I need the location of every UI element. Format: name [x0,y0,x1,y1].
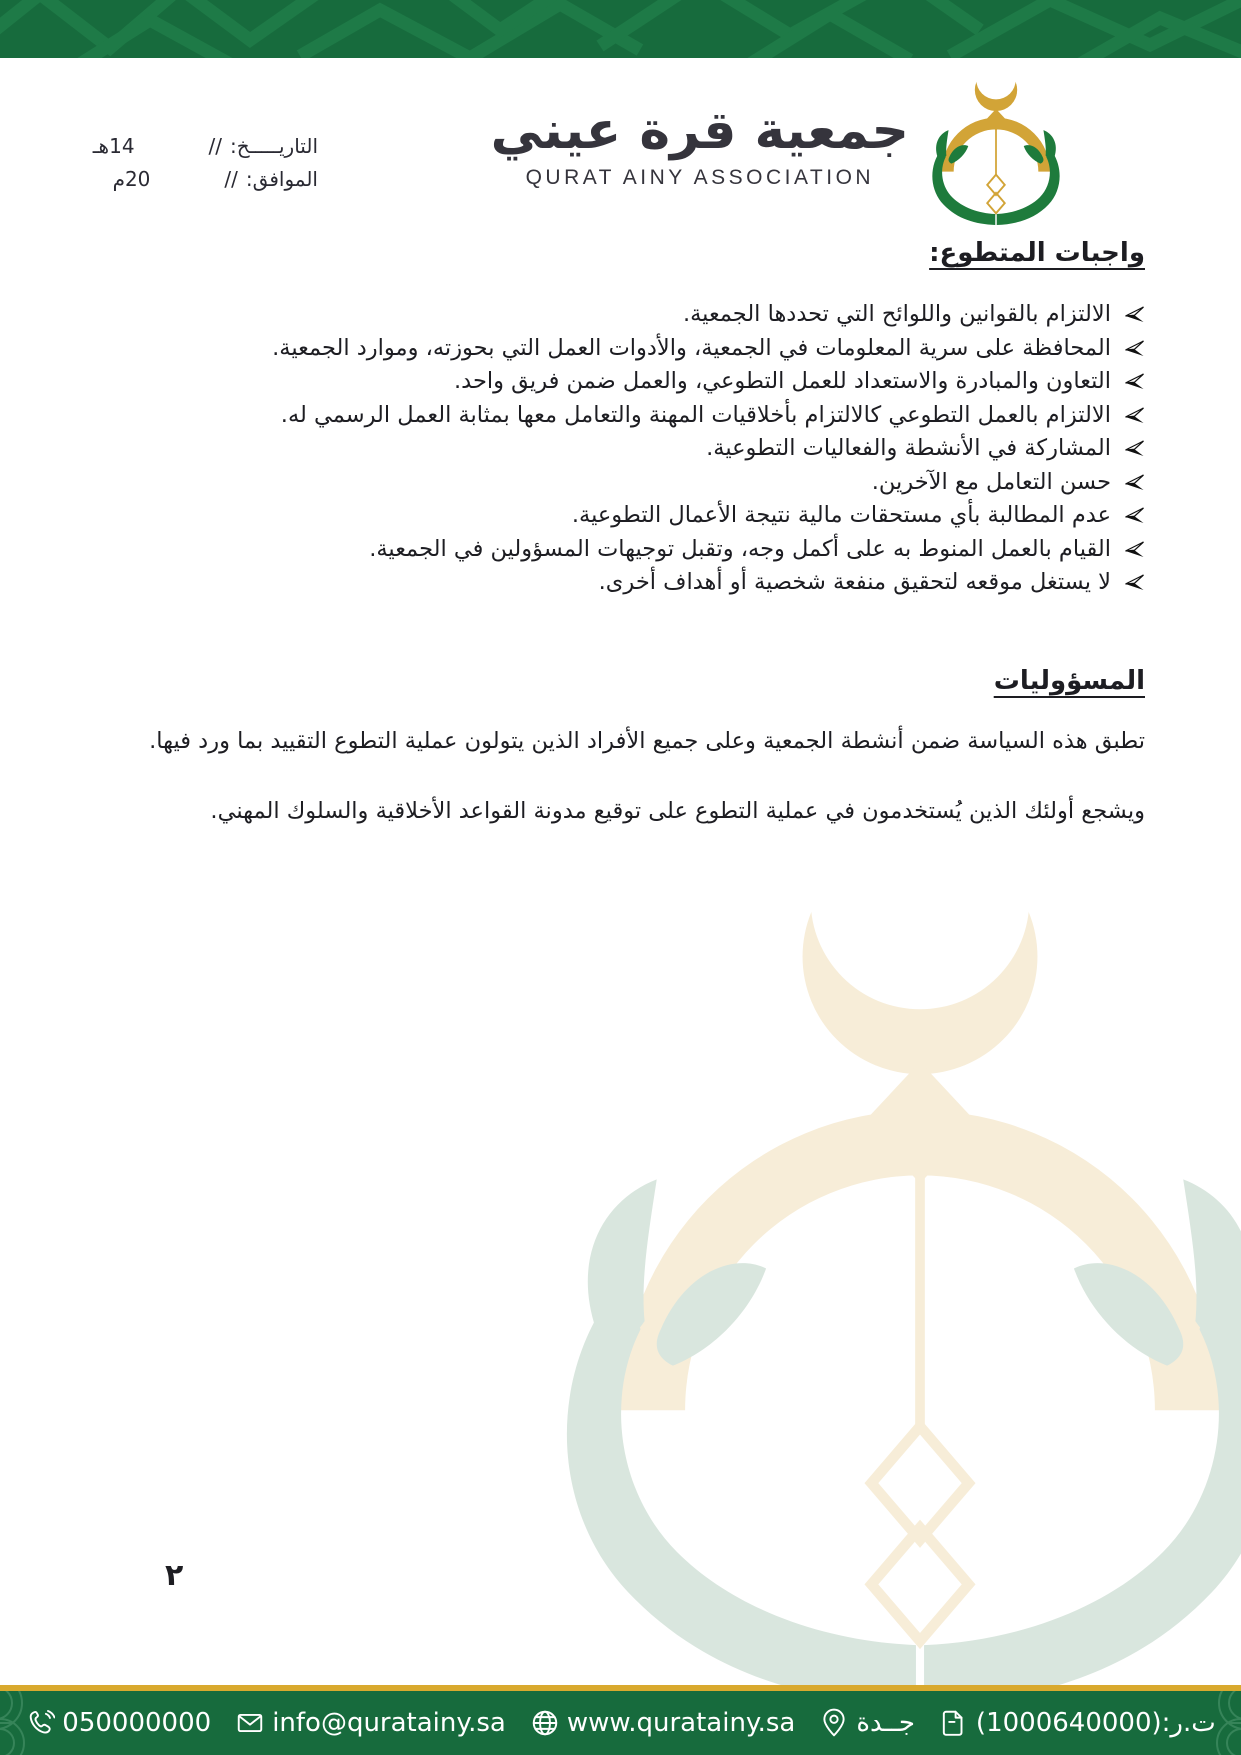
location-pin-icon [819,1708,849,1738]
arrow-bullet-icon [1124,406,1145,425]
org-name-arabic: جمعية قرة عيني [490,100,909,161]
duties-list [104,298,1145,600]
duty-list-item [104,432,1145,466]
hijri-date-row [28,130,318,163]
duty-list-item [104,332,1145,366]
document-body [0,238,1241,830]
arrow-bullet-icon [1124,573,1145,592]
globe-icon [530,1708,560,1738]
phone-icon [25,1708,55,1738]
responsibilities-paragraph: ويشجع أولئك الذين يُستخدمون في عملية التطوع على توقيع مدونة القواعد الأخلاقية والسلوك المهني. [210,797,1145,824]
email-icon [235,1708,265,1738]
duty-text: المشاركة في الأنشطة والفعاليات التطوعية. [706,435,1111,461]
arrow-bullet-icon [1124,439,1145,458]
arrow-bullet-icon [1124,473,1145,492]
arrow-bullet-icon [1124,372,1145,391]
geometric-pattern [0,0,1241,58]
duty-text: عدم المطالبة بأي مستحقات مالية نتيجة الأعمال التطوعية. [571,502,1111,528]
footer-email [235,1708,506,1738]
duty-list-item [104,466,1145,500]
org-logo [491,68,1069,225]
city-name: جــدة [856,1708,915,1738]
duty-text: الالتزام بالقوانين واللوائح التي تحددها الجمعية. [682,301,1111,327]
hijri-year-suffix: 14هـ [92,134,135,158]
arrow-bullet-icon [1124,339,1145,358]
duty-list-item [104,533,1145,567]
duties-heading: واجبات المتطوع: [929,238,1145,268]
arrow-bullet-icon [1124,540,1145,559]
responsibilities-heading: المسؤوليات [993,665,1145,696]
registry-number: ت.ر:(1000640000) [975,1708,1216,1738]
website-url: www.quratainy.sa [566,1708,796,1738]
footer-website [530,1708,796,1738]
footer-city [819,1708,915,1738]
duty-text: لا يستغل موقعه لتحقيق منفعة شخصية أو أهداف أخرى. [598,569,1111,595]
duty-list-item [104,399,1145,433]
duty-text: القيام بالعمل المنوط به على أكمل وجه، وتقبل توجيهات المسؤولين في الجمعية. [369,535,1111,562]
logo-watermark [515,835,1241,1710]
duty-list-item [104,365,1145,399]
date-slash: / [208,134,216,158]
page-number: ٢ [165,1558,184,1593]
hijri-date-label: التاريـــــخ: [230,134,318,158]
duty-list-item [104,566,1145,600]
gregorian-date-row [28,163,318,196]
phone-number: 050000000 [62,1708,212,1738]
date-fields [28,130,318,196]
duty-list-item [104,499,1145,533]
duty-text: التعاون والمبادرة والاستعداد للعمل التطوعي، والعمل ضمن فريق واحد. [454,368,1111,394]
gregorian-date-label: الموافق: [245,167,318,191]
gregorian-year-suffix: 20م [112,167,151,191]
org-name-english: QURAT AINY ASSOCIATION [525,166,875,190]
date-slash: / [231,167,238,191]
responsibilities-paragraph: تطبق هذه السياسة ضمن أنشطة الجمعية وعلى جميع الأفراد الذين يتولون عملية التطوع التقييد بما ورد فيها. [149,727,1145,754]
duty-text: المحافظة على سرية المعلومات في الجمعية، والأدوات العمل التي بحوزته، وموارد الجمعية. [272,334,1111,361]
registry-document-icon [939,1708,969,1738]
date-slash: / [215,134,223,158]
arrow-bullet-icon [1124,305,1145,324]
header-pattern-band [0,0,1241,58]
email-address: info@quratainy.sa [272,1708,506,1738]
footer-registry [939,1708,1216,1738]
duty-list-item [104,298,1145,332]
duty-text: حسن التعامل مع الآخرين. [871,468,1111,495]
org-logo-mark-icon [923,68,1069,225]
footer-contact-bar [0,1691,1241,1755]
footer-phone [25,1708,211,1738]
arrow-bullet-icon [1124,506,1145,525]
duty-text: الالتزام بالعمل التطوعي كالالتزام بأخلاقيات المهنة والتعامل معها بمثابة العمل الرسمي له. [280,401,1111,428]
date-slash: / [224,167,232,191]
